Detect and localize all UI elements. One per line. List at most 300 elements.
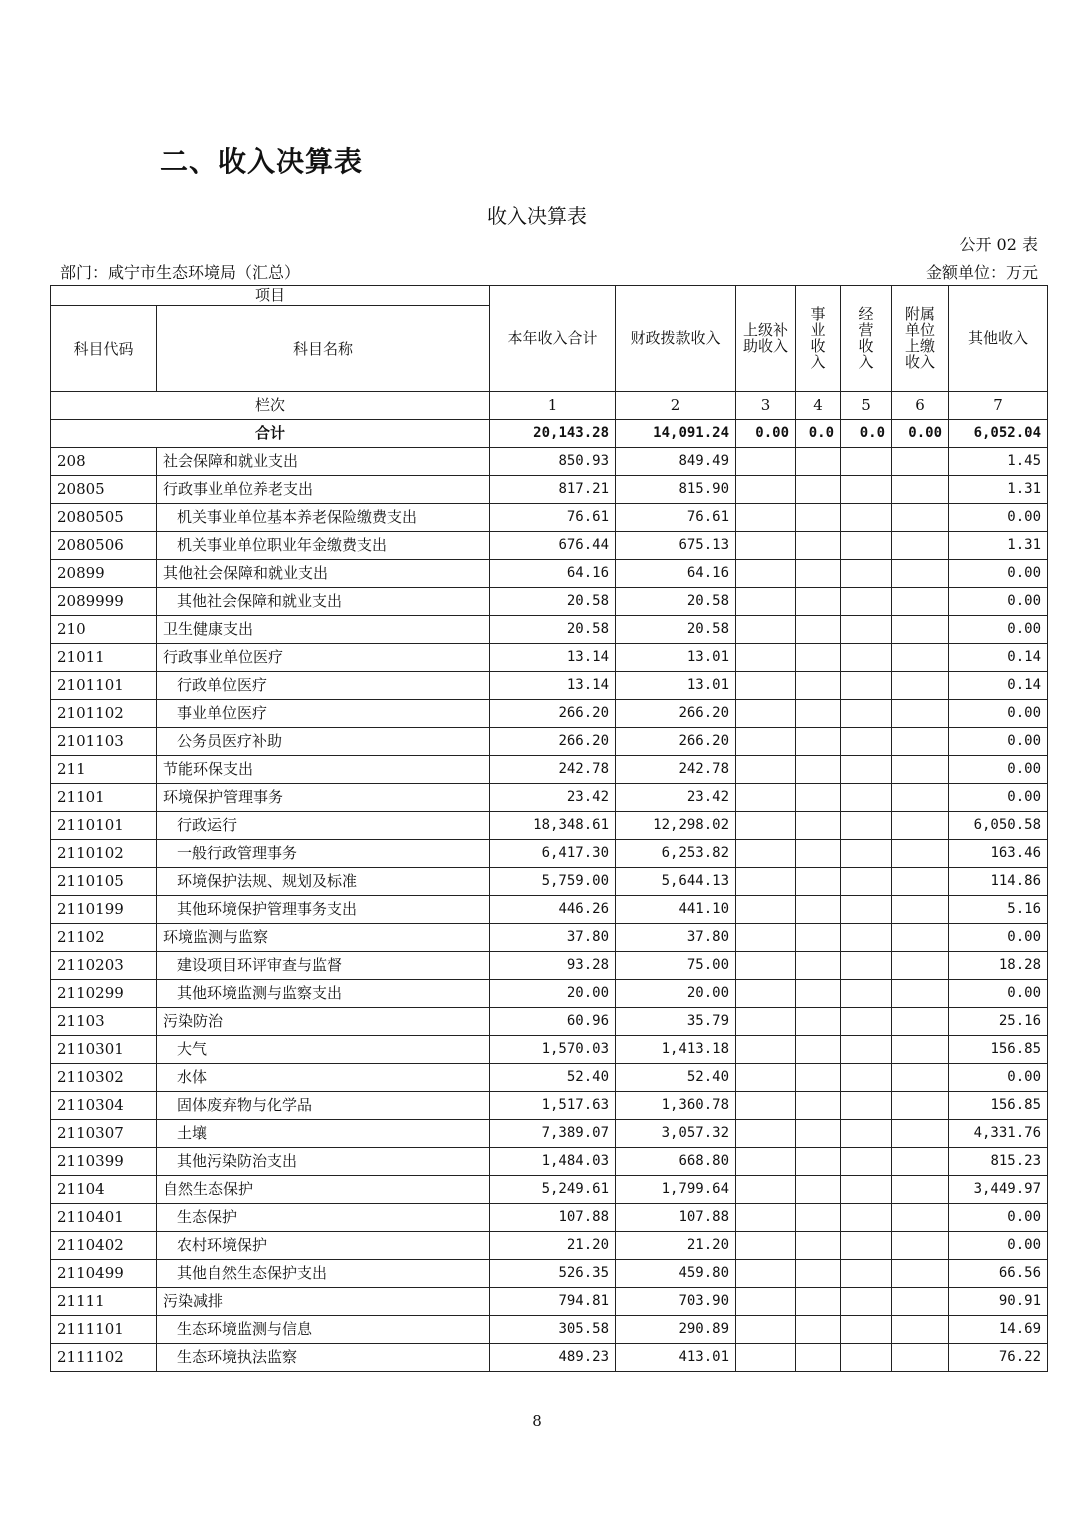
- row-name: 行政单位医疗: [157, 672, 490, 700]
- row-name: 土壤: [157, 1120, 490, 1148]
- row-col4: [796, 812, 841, 840]
- row-col5: [841, 616, 892, 644]
- table-row: [51, 896, 1048, 924]
- header-col1: 本年收入合计: [490, 286, 616, 392]
- row-col5: [841, 924, 892, 952]
- row-col3: [736, 476, 796, 504]
- row-col1: 37.80: [490, 924, 616, 952]
- row-col4: [796, 532, 841, 560]
- row-col2: 1,799.64: [616, 1176, 736, 1204]
- row-col2: 20.00: [616, 980, 736, 1008]
- row-col3: [736, 728, 796, 756]
- table-row: [51, 1260, 1048, 1288]
- row-col6: [892, 588, 949, 616]
- header-col2: 财政拨款收入: [616, 286, 736, 392]
- row-code: 2110105: [51, 868, 157, 896]
- table-row: [51, 1092, 1048, 1120]
- table-row: [51, 728, 1048, 756]
- page-number: 8: [532, 1412, 542, 1430]
- row-col3: [736, 812, 796, 840]
- row-col7: 1.31: [949, 532, 1048, 560]
- row-col7: 25.16: [949, 1008, 1048, 1036]
- row-col7: 14.69: [949, 1316, 1048, 1344]
- row-col5: [841, 840, 892, 868]
- row-col4: [796, 728, 841, 756]
- header-col5: 经营收入: [841, 286, 892, 392]
- row-col6: [892, 1204, 949, 1232]
- row-col3: [736, 980, 796, 1008]
- row-name: 其他环境监测与监察支出: [157, 980, 490, 1008]
- row-col2: 37.80: [616, 924, 736, 952]
- table-row: [51, 980, 1048, 1008]
- header-code: 科目代码: [51, 306, 157, 392]
- row-col7: 6,050.58: [949, 812, 1048, 840]
- row-col6: [892, 1008, 949, 1036]
- row-col3: [736, 952, 796, 980]
- lanci-5: 5: [841, 392, 892, 420]
- row-col1: 794.81: [490, 1288, 616, 1316]
- row-name: 固体废弃物与化学品: [157, 1092, 490, 1120]
- header-row-project: [51, 286, 1048, 306]
- table-row: [51, 532, 1048, 560]
- row-col1: 526.35: [490, 1260, 616, 1288]
- row-col4: [796, 756, 841, 784]
- table-row: [51, 1176, 1048, 1204]
- row-col3: [736, 1232, 796, 1260]
- row-col7: 66.56: [949, 1260, 1048, 1288]
- row-col5: [841, 756, 892, 784]
- table-body: [51, 286, 1048, 1372]
- row-col5: [841, 1232, 892, 1260]
- row-name: 其他社会保障和就业支出: [157, 560, 490, 588]
- row-col5: [841, 448, 892, 476]
- row-code: 21111: [51, 1288, 157, 1316]
- row-code: 21011: [51, 644, 157, 672]
- row-col2: 3,057.32: [616, 1120, 736, 1148]
- row-col7: 0.00: [949, 1232, 1048, 1260]
- row-col5: [841, 1064, 892, 1092]
- row-name: 其他污染防治支出: [157, 1148, 490, 1176]
- row-col3: [736, 616, 796, 644]
- row-col2: 13.01: [616, 672, 736, 700]
- lanci-2: 2: [616, 392, 736, 420]
- row-name: 污染防治: [157, 1008, 490, 1036]
- header-col3: 上级补助收入: [736, 286, 796, 392]
- row-col5: [841, 560, 892, 588]
- row-col5: [841, 476, 892, 504]
- row-col5: [841, 1008, 892, 1036]
- row-col6: [892, 840, 949, 868]
- row-col7: 156.85: [949, 1036, 1048, 1064]
- row-name: 其他社会保障和就业支出: [157, 588, 490, 616]
- row-col6: [892, 924, 949, 952]
- row-col2: 13.01: [616, 644, 736, 672]
- row-col6: [892, 532, 949, 560]
- row-name: 大气: [157, 1036, 490, 1064]
- row-code: 21104: [51, 1176, 157, 1204]
- table-title: 收入决算表: [487, 204, 587, 228]
- row-col4: [796, 924, 841, 952]
- row-name: 其他自然生态保护支出: [157, 1260, 490, 1288]
- row-col1: 64.16: [490, 560, 616, 588]
- table-row: [51, 924, 1048, 952]
- row-col2: 23.42: [616, 784, 736, 812]
- row-col3: [736, 1316, 796, 1344]
- row-col1: 76.61: [490, 504, 616, 532]
- row-name: 行政事业单位养老支出: [157, 476, 490, 504]
- row-col1: 21.20: [490, 1232, 616, 1260]
- row-col7: 0.00: [949, 504, 1048, 532]
- row-col3: [736, 924, 796, 952]
- table-number: 公开 02 表: [959, 235, 1038, 254]
- page-heading: 二、收入决算表: [160, 145, 364, 178]
- row-col2: 675.13: [616, 532, 736, 560]
- row-col1: 13.14: [490, 672, 616, 700]
- header-name: 科目名称: [157, 306, 490, 392]
- header-col4: 事业收入: [796, 286, 841, 392]
- row-col4: [796, 896, 841, 924]
- row-col5: [841, 1204, 892, 1232]
- row-col1: 93.28: [490, 952, 616, 980]
- row-col4: [796, 1120, 841, 1148]
- row-col4: [796, 560, 841, 588]
- row-code: 208: [51, 448, 157, 476]
- row-col2: 64.16: [616, 560, 736, 588]
- row-col6: [892, 896, 949, 924]
- row-col2: 413.01: [616, 1344, 736, 1372]
- row-col4: [796, 1344, 841, 1372]
- row-col6: [892, 560, 949, 588]
- row-col3: [736, 896, 796, 924]
- row-col3: [736, 1288, 796, 1316]
- row-col5: [841, 812, 892, 840]
- row-col4: [796, 616, 841, 644]
- row-col3: [736, 1120, 796, 1148]
- total-row: [51, 420, 1048, 448]
- row-name: 事业单位医疗: [157, 700, 490, 728]
- row-col2: 441.10: [616, 896, 736, 924]
- department-label: 部门：咸宁市生态环境局（汇总）: [60, 263, 301, 282]
- row-col3: [736, 1148, 796, 1176]
- row-col2: 5,644.13: [616, 868, 736, 896]
- row-name: 机关事业单位职业年金缴费支出: [157, 532, 490, 560]
- row-col4: [796, 784, 841, 812]
- row-code: 2080505: [51, 504, 157, 532]
- row-code: 2110499: [51, 1260, 157, 1288]
- row-col6: [892, 728, 949, 756]
- row-col7: 0.00: [949, 728, 1048, 756]
- row-col5: [841, 672, 892, 700]
- row-name: 社会保障和就业支出: [157, 448, 490, 476]
- total-col1: 20,143.28: [490, 420, 616, 448]
- row-col1: 5,249.61: [490, 1176, 616, 1204]
- row-col2: 266.20: [616, 700, 736, 728]
- row-code: 20899: [51, 560, 157, 588]
- row-code: 2110402: [51, 1232, 157, 1260]
- row-col1: 52.40: [490, 1064, 616, 1092]
- row-col1: 489.23: [490, 1344, 616, 1372]
- row-col3: [736, 868, 796, 896]
- row-code: 21102: [51, 924, 157, 952]
- row-code: 2110401: [51, 1204, 157, 1232]
- total-col4: 0.0: [796, 420, 841, 448]
- table-row: [51, 1148, 1048, 1176]
- row-col4: [796, 1260, 841, 1288]
- row-col5: [841, 644, 892, 672]
- table-row: [51, 644, 1048, 672]
- row-col6: [892, 1176, 949, 1204]
- row-col3: [736, 1344, 796, 1372]
- row-name: 其他环境保护管理事务支出: [157, 896, 490, 924]
- row-code: 2110299: [51, 980, 157, 1008]
- row-col6: [892, 756, 949, 784]
- row-col3: [736, 1176, 796, 1204]
- row-col5: [841, 784, 892, 812]
- total-col6: 0.00: [892, 420, 949, 448]
- row-col2: 21.20: [616, 1232, 736, 1260]
- row-col7: 76.22: [949, 1344, 1048, 1372]
- table-row: [51, 1288, 1048, 1316]
- table-row: [51, 616, 1048, 644]
- row-col6: [892, 1344, 949, 1372]
- row-col7: 5.16: [949, 896, 1048, 924]
- row-col5: [841, 1036, 892, 1064]
- row-col2: 668.80: [616, 1148, 736, 1176]
- table-row: [51, 448, 1048, 476]
- row-col4: [796, 672, 841, 700]
- row-col5: [841, 532, 892, 560]
- row-name: 公务员医疗补助: [157, 728, 490, 756]
- row-col2: 266.20: [616, 728, 736, 756]
- row-col5: [841, 1148, 892, 1176]
- row-col1: 1,517.63: [490, 1092, 616, 1120]
- row-col1: 1,570.03: [490, 1036, 616, 1064]
- header-col7: 其他收入: [949, 286, 1048, 392]
- row-col1: 5,759.00: [490, 868, 616, 896]
- total-col2: 14,091.24: [616, 420, 736, 448]
- row-code: 20805: [51, 476, 157, 504]
- row-name: 一般行政管理事务: [157, 840, 490, 868]
- table-row: [51, 1036, 1048, 1064]
- row-name: 建设项目环评审查与监督: [157, 952, 490, 980]
- row-col2: 1,360.78: [616, 1092, 736, 1120]
- row-col1: 850.93: [490, 448, 616, 476]
- row-col3: [736, 588, 796, 616]
- row-col1: 20.58: [490, 616, 616, 644]
- row-col7: 18.28: [949, 952, 1048, 980]
- row-col3: [736, 700, 796, 728]
- row-col6: [892, 868, 949, 896]
- row-col4: [796, 1148, 841, 1176]
- row-col6: [892, 1288, 949, 1316]
- row-col1: 266.20: [490, 700, 616, 728]
- row-col5: [841, 1344, 892, 1372]
- row-name: 自然生态保护: [157, 1176, 490, 1204]
- row-code: 2110301: [51, 1036, 157, 1064]
- row-col4: [796, 644, 841, 672]
- lanci-6: 6: [892, 392, 949, 420]
- row-col5: [841, 1288, 892, 1316]
- row-col2: 242.78: [616, 756, 736, 784]
- row-col6: [892, 1232, 949, 1260]
- row-name: 环境监测与监察: [157, 924, 490, 952]
- row-col1: 60.96: [490, 1008, 616, 1036]
- row-col4: [796, 588, 841, 616]
- row-col6: [892, 700, 949, 728]
- row-col1: 266.20: [490, 728, 616, 756]
- row-col2: 703.90: [616, 1288, 736, 1316]
- row-col6: [892, 448, 949, 476]
- table-row: [51, 700, 1048, 728]
- row-col7: 156.85: [949, 1092, 1048, 1120]
- row-col1: 23.42: [490, 784, 616, 812]
- lanci-7: 7: [949, 392, 1048, 420]
- row-col6: [892, 980, 949, 1008]
- row-col7: 0.00: [949, 588, 1048, 616]
- row-col6: [892, 616, 949, 644]
- row-code: 2110199: [51, 896, 157, 924]
- row-col6: [892, 784, 949, 812]
- row-col7: 4,331.76: [949, 1120, 1048, 1148]
- row-col5: [841, 896, 892, 924]
- row-col6: [892, 1260, 949, 1288]
- row-col7: 0.14: [949, 672, 1048, 700]
- row-col6: [892, 1148, 949, 1176]
- row-col4: [796, 1064, 841, 1092]
- row-col1: 242.78: [490, 756, 616, 784]
- row-name: 卫生健康支出: [157, 616, 490, 644]
- row-col6: [892, 952, 949, 980]
- row-col1: 7,389.07: [490, 1120, 616, 1148]
- table-row: [51, 840, 1048, 868]
- row-col2: 459.80: [616, 1260, 736, 1288]
- row-col6: [892, 1120, 949, 1148]
- table-row: [51, 784, 1048, 812]
- row-col2: 290.89: [616, 1316, 736, 1344]
- row-col1: 817.21: [490, 476, 616, 504]
- row-name: 环境保护管理事务: [157, 784, 490, 812]
- row-name: 行政事业单位医疗: [157, 644, 490, 672]
- row-code: 2089999: [51, 588, 157, 616]
- row-code: 2101103: [51, 728, 157, 756]
- row-col3: [736, 532, 796, 560]
- row-col7: 163.46: [949, 840, 1048, 868]
- table-row: [51, 476, 1048, 504]
- row-col3: [736, 1204, 796, 1232]
- row-col5: [841, 1176, 892, 1204]
- row-col1: 305.58: [490, 1316, 616, 1344]
- row-col7: 0.00: [949, 784, 1048, 812]
- row-col3: [736, 1260, 796, 1288]
- header-project: 项目: [51, 286, 490, 306]
- row-col4: [796, 1092, 841, 1120]
- row-code: 211: [51, 756, 157, 784]
- table-row: [51, 1008, 1048, 1036]
- row-col6: [892, 1316, 949, 1344]
- row-col7: 0.00: [949, 560, 1048, 588]
- row-name: 生态环境执法监察: [157, 1344, 490, 1372]
- row-col7: 0.00: [949, 756, 1048, 784]
- row-name: 水体: [157, 1064, 490, 1092]
- row-col3: [736, 560, 796, 588]
- row-col3: [736, 504, 796, 532]
- row-name: 生态环境监测与信息: [157, 1316, 490, 1344]
- row-code: 21103: [51, 1008, 157, 1036]
- row-code: 2110203: [51, 952, 157, 980]
- row-name: 污染减排: [157, 1288, 490, 1316]
- row-col7: 0.00: [949, 700, 1048, 728]
- row-code: 2110304: [51, 1092, 157, 1120]
- row-col3: [736, 784, 796, 812]
- row-col7: 90.91: [949, 1288, 1048, 1316]
- row-col1: 18,348.61: [490, 812, 616, 840]
- row-col5: [841, 588, 892, 616]
- row-col7: 0.00: [949, 1204, 1048, 1232]
- row-name: 节能环保支出: [157, 756, 490, 784]
- row-col7: 1.31: [949, 476, 1048, 504]
- row-col1: 107.88: [490, 1204, 616, 1232]
- row-col6: [892, 504, 949, 532]
- table-row: [51, 504, 1048, 532]
- row-col1: 20.58: [490, 588, 616, 616]
- total-label: 合计: [51, 420, 490, 448]
- row-col7: 114.86: [949, 868, 1048, 896]
- row-col4: [796, 840, 841, 868]
- table-row: [51, 672, 1048, 700]
- lanci-1: 1: [490, 392, 616, 420]
- row-col7: 0.14: [949, 644, 1048, 672]
- row-col2: 1,413.18: [616, 1036, 736, 1064]
- row-code: 2101102: [51, 700, 157, 728]
- lanci-label: 栏次: [51, 392, 490, 420]
- row-col2: 12,298.02: [616, 812, 736, 840]
- row-col1: 13.14: [490, 644, 616, 672]
- row-col4: [796, 700, 841, 728]
- row-col7: 0.00: [949, 924, 1048, 952]
- row-col2: 35.79: [616, 1008, 736, 1036]
- table-row: [51, 1064, 1048, 1092]
- row-col1: 20.00: [490, 980, 616, 1008]
- row-col4: [796, 868, 841, 896]
- row-col3: [736, 756, 796, 784]
- row-col3: [736, 840, 796, 868]
- row-code: 2110101: [51, 812, 157, 840]
- row-col3: [736, 1064, 796, 1092]
- row-col2: 6,253.82: [616, 840, 736, 868]
- row-col1: 446.26: [490, 896, 616, 924]
- row-code: 2110307: [51, 1120, 157, 1148]
- row-col6: [892, 672, 949, 700]
- row-col3: [736, 448, 796, 476]
- row-col6: [892, 1092, 949, 1120]
- table-row: [51, 1232, 1048, 1260]
- unit-label: 金额单位：万元: [925, 263, 1038, 282]
- row-col4: [796, 504, 841, 532]
- row-code: 21101: [51, 784, 157, 812]
- row-col6: [892, 812, 949, 840]
- row-col1: 1,484.03: [490, 1148, 616, 1176]
- lanci-3: 3: [736, 392, 796, 420]
- row-col3: [736, 672, 796, 700]
- row-col7: 0.00: [949, 980, 1048, 1008]
- table-row: [51, 756, 1048, 784]
- table-row: [51, 1344, 1048, 1372]
- total-col7: 6,052.04: [949, 420, 1048, 448]
- row-col7: 0.00: [949, 1064, 1048, 1092]
- row-col2: 52.40: [616, 1064, 736, 1092]
- row-col6: [892, 1036, 949, 1064]
- row-col5: [841, 700, 892, 728]
